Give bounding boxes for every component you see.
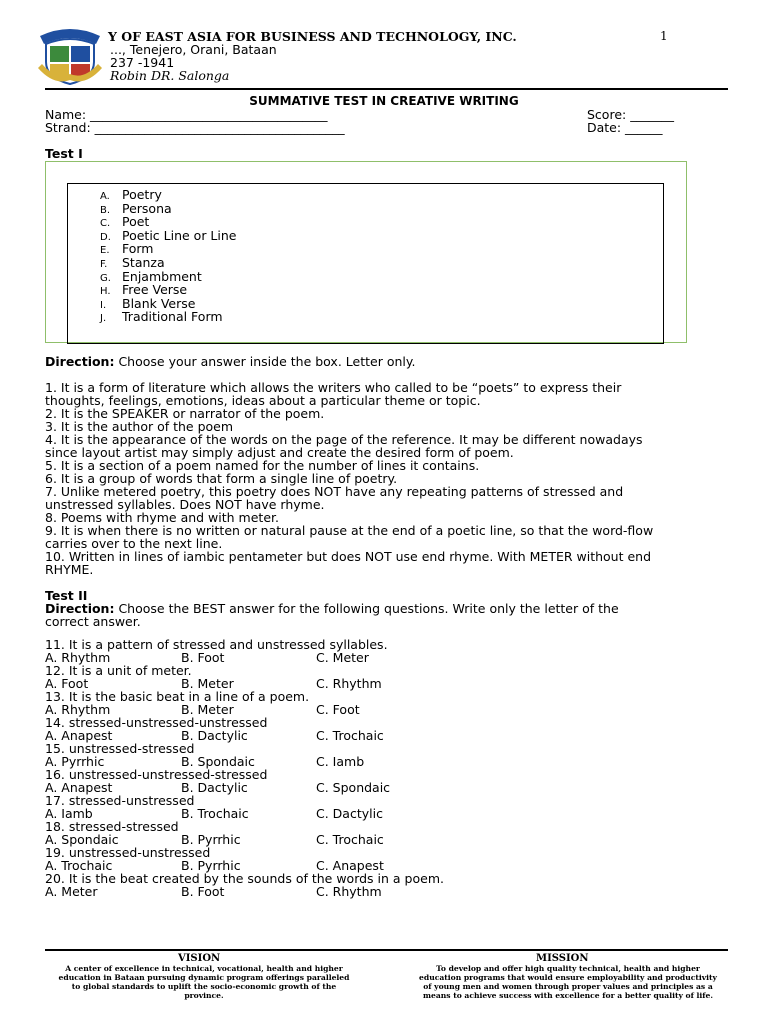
header-divider [45,88,728,90]
school-official: Robin DR. Salonga [110,68,230,83]
option-c: C. Trochaic [316,728,384,743]
option-a: A. Pyrrhic [45,754,105,769]
question-text: 19. unstressed-unstressed [45,845,211,860]
question-line: 8. Poems with rhyme and with meter. [45,510,279,525]
page-number: 1 [660,29,668,43]
vision-title: VISION [178,953,221,964]
question-text: 17. stressed-unstressed [45,793,195,808]
mission-title: MISSION [536,953,589,964]
footer-divider [45,949,728,951]
option-c: C. Foot [316,702,360,717]
option-c: C. Spondaic [316,780,391,795]
test1-direction [45,355,415,368]
choice-text: Poet [122,214,150,230]
choice-text: Poetic Line or Line [122,227,237,243]
option-b: B. Dactylic [181,728,248,743]
question-line: 6. It is a group of words that form a single line of poetry. [45,471,398,486]
school-seal-logo [34,24,106,86]
question-text: 15. unstressed-stressed [45,741,195,756]
option-a: A. Iamb [45,806,93,821]
option-b: B. Trochaic [181,806,249,821]
question-text: 20. It is the beat created by the sounds of the words in a poem. [45,871,444,886]
choice-text: Traditional Form [122,309,223,325]
name-field: Name: ______________________________________ [45,107,328,122]
question-line: 1. It is a form of literature which allows the writers who called to be “poets” to express their [45,380,622,395]
choice-item [100,310,223,325]
option-a: A. Spondaic [45,832,119,847]
question-text: 18. stressed-stressed [45,819,179,834]
test1-heading: Test I [45,146,83,161]
test-title: SUMMATIVE TEST IN CREATIVE WRITING [249,94,519,108]
question-line: since layout artist may simply adjust and create the desired form of poem. [45,445,514,460]
direction-label: Direction: [45,354,115,369]
choice-letter: H. [100,286,111,298]
score-field: Score: _______ [587,107,674,122]
option-c: C. Iamb [316,754,365,769]
test2-heading: Test II [45,588,88,603]
option-b: B. Pyrrhic [181,832,241,847]
option-b: B. Spondaic [181,754,255,769]
date-field: Date: ______ [587,120,663,135]
question-line: 3. It is the author of the poem [45,419,234,434]
choice-text: Persona [122,200,172,216]
option-a: A. Rhythm [45,650,111,665]
direction-text: Choose the BEST answer for the following questions. Write only the letter of the [114,601,619,616]
choice-text: Form [122,241,154,257]
question-text: 12. It is a unit of meter. [45,663,192,678]
option-b: B. Meter [181,702,234,717]
choice-text: Free Verse [122,282,188,298]
question-line: 4. It is the appearance of the words on the page of the reference. It may be different nowadays [45,432,643,447]
vision-text: A center of excellence in technical, vocational, health and higher education in Bataan pursuing dynamic program offerings paralleled to global standards to uplift the socio-economic growth of the province. [58,964,350,1000]
question-line: unstressed syllables. Does NOT have rhyme. [45,497,325,512]
option-a: A. Foot [45,676,89,691]
choice-text: Stanza [122,255,165,270]
choice-letter: A. [100,191,110,202]
direction-label: Direction: [45,601,115,616]
question-line: 9. It is when there is no written or natural pause at the end of a poetic line, so that the word-flow [45,523,654,538]
question-line: 2. It is the SPEAKER or narrator of the poem. [45,406,325,421]
option-b: B. Foot [181,884,225,899]
question-line: carries over to the next line. [45,536,223,551]
option-c: C. Rhythm [316,676,382,691]
question-line: thoughts, feelings, emotions, ideas about a particular theme or topic. [45,393,481,408]
option-b: B. Pyrrhic [181,858,241,873]
option-a: A. Meter [45,884,98,899]
institution-name: Y OF EAST ASIA FOR BUSINESS AND TECHNOLOGY, INC. [108,29,517,44]
choice-text: Blank Verse [122,295,196,311]
option-a: A. Rhythm [45,702,111,717]
question-line: 5. It is a section of a poem named for the number of lines it contains. [45,458,480,473]
strand-field: Strand: ________________________________________ [45,120,345,135]
question-text: 13. It is the basic beat in a line of a poem. [45,689,310,704]
question-text: 14. stressed-unstressed-unstressed [45,715,268,730]
question-text: 16. unstressed-unstressed-stressed [45,767,268,782]
option-c: C. Meter [316,650,369,665]
option-b: B. Dactylic [181,780,248,795]
choice-letter: C. [100,218,111,230]
choice-letter: J. [100,313,107,325]
choice-text: Enjambment [122,268,202,284]
question-line: 7. Unlike metered poetry, this poetry does NOT have any repeating patterns of stressed and [45,484,624,499]
choice-letter: D. [100,231,111,243]
question-line: RHYME. [45,562,94,577]
option-a: A. Anapest [45,728,113,743]
option-c: C. Dactylic [316,806,383,821]
option-c: C. Rhythm [316,884,382,899]
choice-letter: B. [100,204,111,216]
test2-direction-cont: correct answer. [45,614,141,629]
choice-letter: I. [100,299,107,311]
option-b: B. Foot [181,650,225,665]
choice-letter: F. [100,259,108,270]
option-b: B. Meter [181,676,234,691]
option-a: A. Trochaic [45,858,113,873]
choice-text: Poetry [122,187,162,202]
option-a: A. Anapest [45,780,113,795]
question-text: 11. It is a pattern of stressed and unstressed syllables. [45,637,388,652]
school-address: ..., Tenejero, Orani, Bataan [110,42,277,57]
option-c: C. Anapest [316,858,384,873]
choice-letter: G. [100,272,111,284]
mission-text: To develop and offer high quality technical, health and higher education programs that would ensure employability and productivity of young men and women through proper values and principles as a means to achieve success with excellence for a better quality of life. [419,964,717,1000]
option-c: C. Trochaic [316,832,384,847]
direction-text: Choose your answer inside the box. Letter only. [114,354,416,369]
school-phone: 237 -1941 [110,55,175,70]
choice-letter: E. [100,245,110,257]
question-line: 10. Written in lines of iambic pentameter but does NOT use end rhyme. With METER without end [45,549,652,564]
